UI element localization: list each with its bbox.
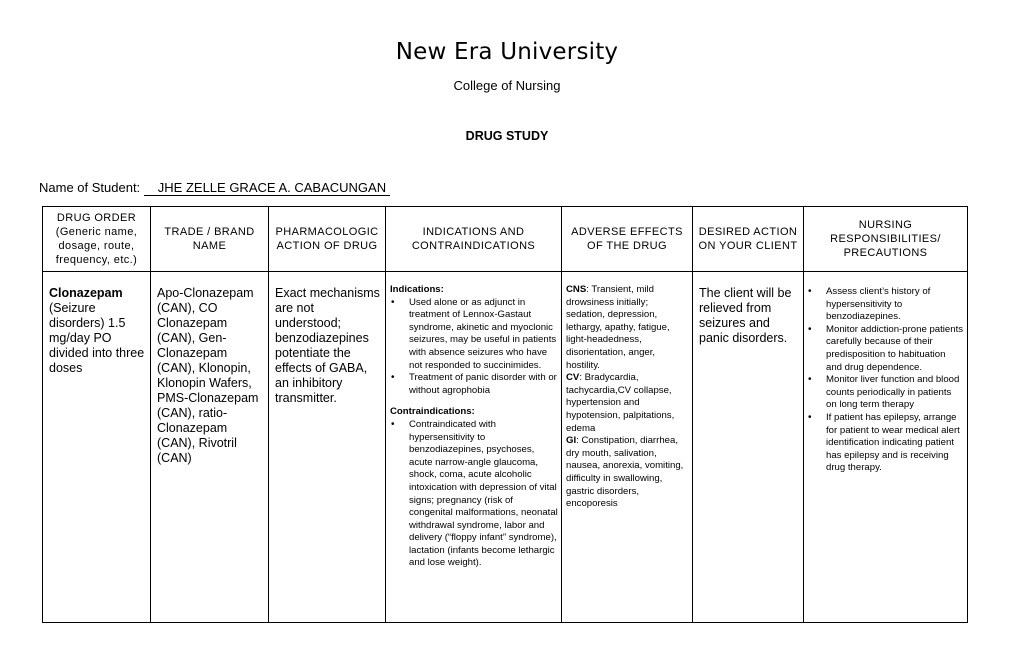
cell-indications (386, 272, 562, 623)
cell-pharmacologic-action: Exact mechanisms are not understood; benzodiazepines potentiate the effects of GABA, an inhibitory transmitter. (269, 272, 386, 623)
header-pharmacologic-action: PHARMACOLOGIC ACTION OF DRUG (269, 207, 386, 272)
list-item: • If patient has epilepsy, arrange for patient to wear medical alert identification indicating patient has epilepsy and is receiving drug therapy. (807, 412, 964, 475)
nursing-list (807, 286, 964, 475)
document-title: DRUG STUDY (465, 129, 549, 143)
student-label: Name of Student: (39, 180, 141, 195)
list-item: • Treatment of panic disorder with or without agrophobia (390, 372, 558, 397)
student-name: JHE ZELLE GRACE A. CABACUNGAN (144, 180, 390, 196)
cns-label: CNS (566, 284, 587, 295)
header-indications: INDICATIONS AND CONTRAINDICATIONS (386, 207, 562, 272)
student-line (39, 180, 390, 196)
list-item: • Monitor addiction-prone patients carefully because of their predisposition to habituation and drug dependence. (807, 324, 964, 374)
cv-label: CV (566, 372, 580, 384)
contraindications-label: Contraindications: (390, 406, 475, 418)
drug-generic-name: Clonazepam (49, 286, 123, 300)
indications-label: Indications: (390, 284, 444, 295)
cell-desired-action: The client will be relieved from seizures and panic disorders. (693, 272, 804, 623)
cell-drug-order (43, 272, 151, 623)
header-trade-name: TRADE / BRAND NAME (151, 207, 269, 272)
list-item: • Contraindicated with hypersensitivity to benzodiazepines, psychoses, acute narrow-angle glaucoma, shock, coma, acute alcoholic intoxication with depression of vital signs; pregnancy (risk of congenital malformations, neonatal withdrawal syndrome, labor and delivery (“floppy infant” syndrome), lactation (infants become lethargic and lose weight). (390, 419, 558, 570)
cell-nursing-responsibilities (804, 272, 968, 623)
college-name: College of Nursing (453, 78, 561, 93)
table-header-row (43, 207, 968, 272)
university-title: New Era University (395, 39, 619, 65)
list-item: • Assess client’s history of hypersensitivity to benzodiazepines. (807, 286, 964, 324)
cns-effects: : Transient, mild drowsiness initially; sedation, depression, lethargy, apathy, fatigue, light-headedness, disorientation, anger, hostility. (566, 284, 670, 371)
header-nursing: NURSING RESPONSIBILITIES/ PRECAUTIONS (804, 207, 968, 272)
drug-order-details: (Seizure disorders) 1.5 mg/day PO divided into three doses (49, 301, 145, 375)
table-row (43, 272, 968, 623)
drug-study-table (42, 206, 968, 623)
gi-effects: : Constipation, diarrhea, dry mouth, salivation, nausea, anorexia, vomiting, difficulty in swallowing, gastric disorders, encoporesis (566, 435, 684, 510)
contraindications-list (390, 419, 558, 570)
indications-list (390, 297, 558, 398)
list-item: • Monitor liver function and blood counts periodically in patients on long term therapy (807, 374, 964, 412)
gi-label: GI (566, 435, 577, 447)
list-item: • Used alone or as adjunct in treatment of Lennox-Gastaut syndrome, akinetic and myoclonic seizures, may be useful in patients with absence seizures who have not responded to succinimides. (390, 297, 558, 373)
header-adverse-effects: ADVERSE EFFECTS OF THE DRUG (562, 207, 693, 272)
cv-effects: : Bradycardia, tachycardia,CV collapse, hypertension and hypotension, palpitations, edema (566, 372, 675, 434)
cell-adverse-effects (562, 272, 693, 623)
cell-trade-names: Apo-Clonazepam (CAN), CO Clonazepam (CAN), Gen-Clonazepam (CAN), Klonopin, Klonopin Wafers, PMS-Clonazepam (CAN), ratio-Clonazepam (CAN), Rivotril (CAN) (151, 272, 269, 623)
header-desired-action: DESIRED ACTION ON YOUR CLIENT (693, 207, 804, 272)
header-drug-order: DRUG ORDER (Generic name, dosage, route, frequency, etc.) (43, 207, 151, 272)
